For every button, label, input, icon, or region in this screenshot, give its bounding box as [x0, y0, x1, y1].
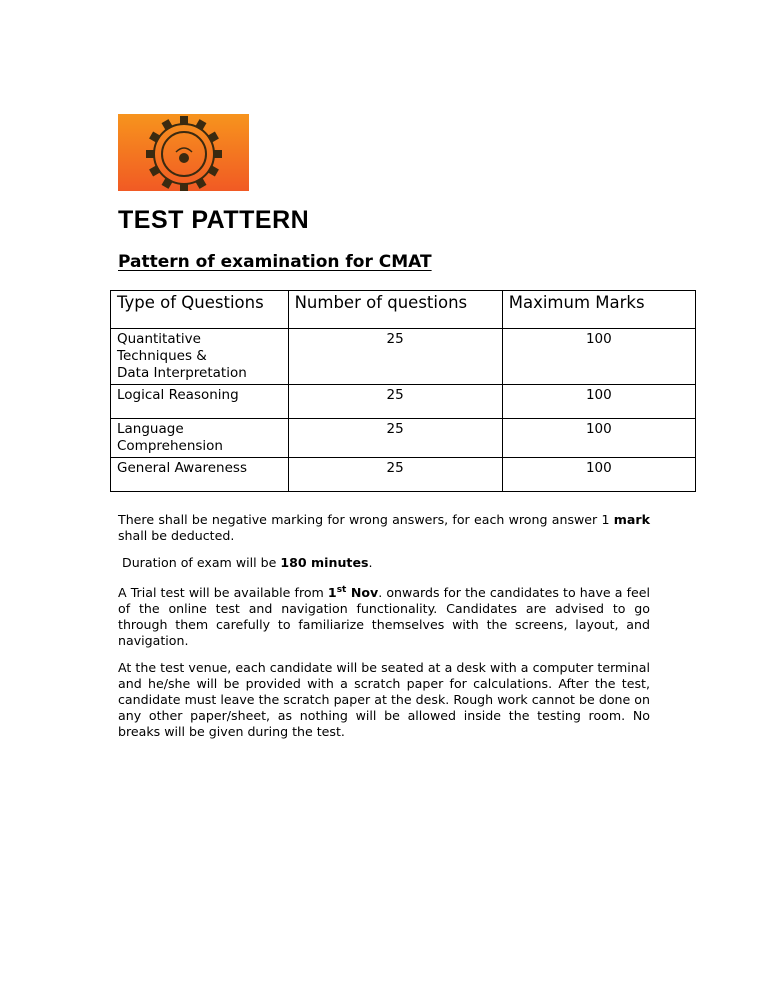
section-subtitle: Pattern of examination for CMAT — [118, 252, 432, 272]
table-row — [111, 458, 696, 492]
superscript-text: st — [336, 585, 347, 595]
text-run: . — [368, 555, 373, 570]
cell-marks: 100 — [502, 419, 695, 458]
text-run: Duration of exam will be — [118, 555, 281, 570]
cell-type — [111, 419, 289, 458]
page-title: TEST PATTERN — [118, 206, 310, 234]
cell-type-line: Comprehension — [117, 438, 223, 454]
cell-type — [111, 458, 289, 492]
cell-type — [111, 329, 289, 385]
table-header-row — [111, 291, 696, 329]
gear-icon — [118, 114, 249, 191]
text-run: There shall be negative marking for wrong answers, for each wrong answer 1 — [118, 512, 614, 527]
negative-marking-paragraph — [118, 512, 650, 544]
cell-marks: 100 — [502, 458, 695, 492]
duration-paragraph — [118, 555, 650, 571]
cell-number: 25 — [288, 385, 502, 419]
cell-type-line: Quantitative — [117, 331, 201, 347]
bold-text: Nov — [346, 585, 379, 601]
text-run: . onwards for the candidates to have a feel of the online test and navigation functionality. Candidates are advised to go through them carefully to familiarize themselves with the screens, layout, and navigation. — [118, 585, 651, 649]
gear-seal-logo — [118, 114, 249, 191]
cell-type-line: Logical Reasoning — [117, 387, 239, 403]
cell-type-line: Language — [117, 421, 184, 437]
trial-test-paragraph — [118, 582, 650, 649]
instructions-text — [118, 512, 650, 751]
bold-text: mark — [613, 512, 650, 527]
col-header-type: Type of Questions — [111, 291, 289, 329]
text-run: shall be deducted. — [118, 528, 235, 543]
cell-number: 25 — [288, 329, 502, 385]
table-row — [111, 419, 696, 458]
bold-text: 180 minutes — [280, 555, 369, 570]
col-header-number: Number of questions — [288, 291, 502, 329]
bold-text: 1 — [327, 585, 337, 601]
col-header-marks: Maximum Marks — [502, 291, 695, 329]
cell-type — [111, 385, 289, 419]
text-run: A Trial test will be available from — [118, 585, 328, 601]
table-row — [111, 329, 696, 385]
pattern-table — [110, 290, 696, 492]
table-row — [111, 385, 696, 419]
cell-number: 25 — [288, 419, 502, 458]
cell-type-line: Techniques & — [117, 348, 207, 364]
test-venue-paragraph: At the test venue, each candidate will be seated at a desk with a computer terminal and he/she will be provided with a scratch paper for calculations. After the test, candidate must leave the scratch paper at the desk. Rough work cannot be done on any other paper/sheet, as nothing will be allowed inside the testing room. No breaks will be given during the test. — [118, 660, 650, 740]
cell-number: 25 — [288, 458, 502, 492]
cell-type-line: General Awareness — [117, 460, 247, 476]
cell-marks: 100 — [502, 329, 695, 385]
cell-marks: 100 — [502, 385, 695, 419]
cell-type-line: Data Interpretation — [117, 365, 247, 381]
